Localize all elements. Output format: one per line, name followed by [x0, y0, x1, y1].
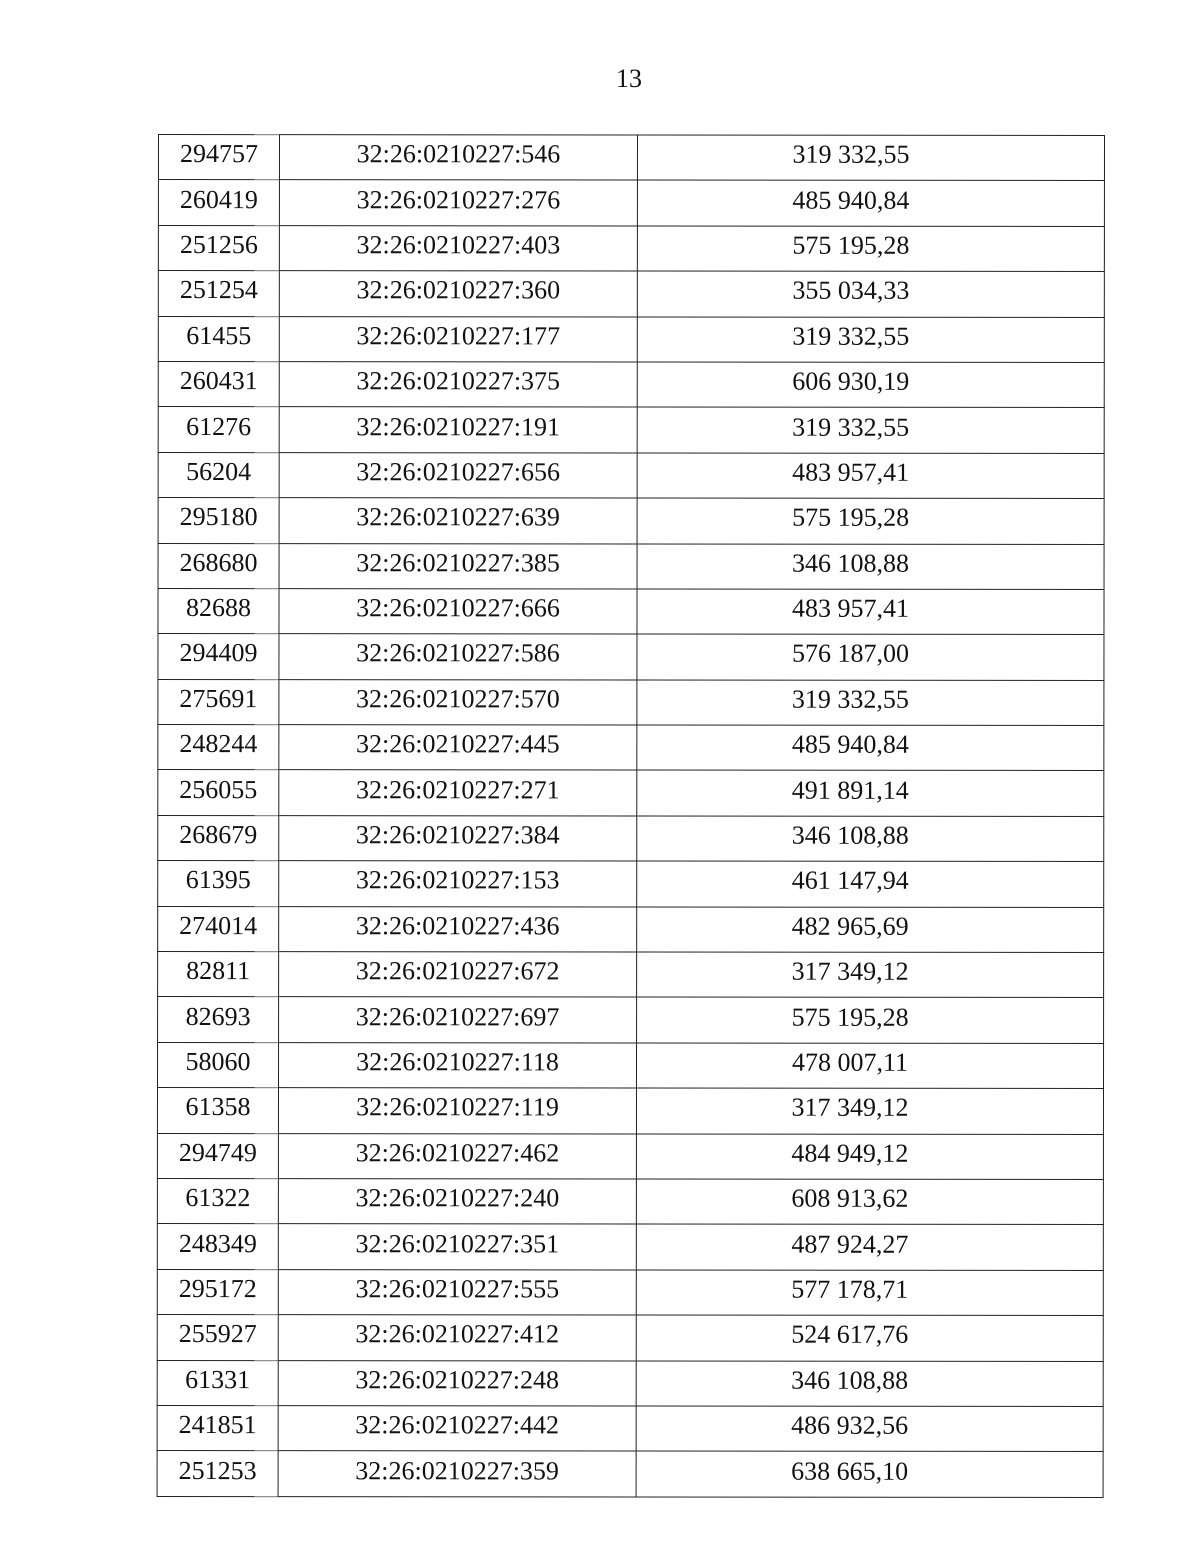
table-row	[158, 452, 1104, 498]
cadastral-value-cell: 491 891,14	[637, 770, 1104, 816]
object-id-cell: 256055	[158, 770, 279, 816]
cadastral-value-cell: 355 034,33	[637, 271, 1104, 317]
table-row	[158, 906, 1104, 952]
cadastral-number-cell: 32:26:0210227:177	[279, 316, 637, 362]
cadastral-number-cell: 32:26:0210227:271	[279, 770, 637, 816]
table-row	[157, 1088, 1103, 1134]
table-row	[157, 1405, 1103, 1451]
cadastral-number-cell: 32:26:0210227:442	[278, 1406, 636, 1452]
object-id-cell: 82811	[158, 952, 279, 998]
cadastral-number-cell: 32:26:0210227:412	[278, 1315, 636, 1361]
cadastral-value-cell: 483 957,41	[637, 589, 1104, 635]
table-row	[158, 861, 1104, 907]
object-id-cell: 82693	[158, 997, 279, 1043]
cadastral-number-cell: 32:26:0210227:384	[279, 815, 637, 861]
cadastral-number-cell: 32:26:0210227:570	[279, 679, 637, 725]
object-id-cell: 260431	[158, 361, 279, 407]
cadastral-number-cell: 32:26:0210227:656	[279, 452, 637, 498]
cadastral-value-cell: 638 665,10	[636, 1451, 1103, 1497]
object-id-cell: 61395	[158, 861, 279, 907]
cadastral-number-cell: 32:26:0210227:118	[279, 1042, 637, 1088]
cadastral-number-cell: 32:26:0210227:666	[279, 589, 637, 635]
table-row	[158, 679, 1104, 725]
table-row	[158, 588, 1104, 634]
table-row	[158, 952, 1104, 998]
cadastral-table	[157, 134, 1105, 1498]
cadastral-value-cell: 478 007,11	[637, 1043, 1104, 1089]
cadastral-value-cell: 483 957,41	[637, 453, 1104, 499]
cadastral-value-cell: 484 949,12	[636, 1134, 1103, 1180]
cadastral-number-cell: 32:26:0210227:586	[279, 634, 637, 680]
cadastral-value-cell: 317 349,12	[637, 952, 1104, 998]
cadastral-number-cell: 32:26:0210227:240	[278, 1179, 636, 1225]
cadastral-number-cell: 32:26:0210227:436	[279, 906, 637, 952]
object-id-cell: 274014	[158, 906, 279, 952]
table-row	[158, 634, 1104, 680]
cadastral-value-cell: 317 349,12	[636, 1088, 1103, 1134]
cadastral-value-cell: 319 332,55	[637, 680, 1104, 726]
table-row	[158, 1042, 1104, 1088]
table-row	[158, 770, 1104, 816]
cadastral-number-cell: 32:26:0210227:191	[279, 407, 637, 453]
cadastral-number-cell: 32:26:0210227:462	[278, 1133, 636, 1179]
cadastral-number-cell: 32:26:0210227:639	[279, 498, 637, 544]
table-row	[158, 725, 1104, 771]
object-id-cell: 61358	[157, 1088, 278, 1134]
object-id-cell: 61455	[158, 316, 279, 362]
cadastral-number-cell: 32:26:0210227:153	[279, 861, 637, 907]
cadastral-value-cell: 524 617,76	[636, 1315, 1103, 1361]
object-id-cell: 251254	[158, 271, 279, 317]
cadastral-value-cell: 485 940,84	[637, 180, 1104, 226]
object-id-cell: 58060	[158, 1042, 279, 1088]
object-id-cell: 260419	[158, 180, 279, 226]
cadastral-number-cell: 32:26:0210227:555	[278, 1269, 636, 1315]
table-row	[158, 135, 1104, 181]
cadastral-value-cell: 485 940,84	[637, 725, 1104, 771]
object-id-cell: 294749	[157, 1133, 278, 1179]
object-id-cell: 268680	[158, 543, 279, 589]
cadastral-value-cell: 575 195,28	[637, 498, 1104, 544]
cadastral-value-cell: 577 178,71	[636, 1270, 1103, 1316]
cadastral-value-cell: 575 195,28	[637, 226, 1104, 272]
object-id-cell: 61276	[158, 407, 279, 453]
cadastral-number-cell: 32:26:0210227:697	[279, 997, 637, 1043]
table-row	[157, 1360, 1103, 1406]
cadastral-value-cell: 461 147,94	[637, 861, 1104, 907]
object-id-cell: 295172	[157, 1269, 278, 1315]
cadastral-value-cell: 575 195,28	[637, 997, 1104, 1043]
table-row	[158, 498, 1104, 544]
object-id-cell: 241851	[157, 1405, 278, 1451]
cadastral-value-cell: 576 187,00	[637, 634, 1104, 680]
cadastral-number-cell: 32:26:0210227:546	[279, 135, 637, 181]
object-id-cell: 61331	[157, 1360, 278, 1406]
cadastral-value-cell: 319 332,55	[637, 135, 1104, 181]
object-id-cell: 268679	[158, 815, 279, 861]
cadastral-number-cell: 32:26:0210227:672	[279, 952, 637, 998]
page-number: 13	[616, 64, 642, 93]
object-id-cell: 255927	[157, 1315, 278, 1361]
object-id-cell: 56204	[158, 452, 279, 498]
table-row	[157, 1315, 1103, 1361]
cadastral-number-cell: 32:26:0210227:248	[278, 1360, 636, 1406]
table-row	[157, 1178, 1103, 1224]
object-id-cell: 275691	[158, 679, 279, 725]
table-row	[157, 1133, 1103, 1179]
object-id-cell: 294757	[158, 135, 279, 181]
cadastral-number-cell: 32:26:0210227:445	[279, 725, 637, 771]
table-row	[157, 1224, 1103, 1270]
cadastral-value-cell: 487 924,27	[636, 1224, 1103, 1270]
cadastral-value-cell: 319 332,55	[637, 317, 1104, 363]
table-row	[158, 225, 1104, 271]
cadastral-value-cell: 606 930,19	[637, 362, 1104, 408]
table-row	[158, 361, 1104, 407]
cadastral-number-cell: 32:26:0210227:351	[278, 1224, 636, 1270]
cadastral-value-cell: 608 913,62	[636, 1179, 1103, 1225]
object-id-cell: 248349	[157, 1224, 278, 1270]
cadastral-number-cell: 32:26:0210227:385	[279, 543, 637, 589]
object-id-cell: 82688	[158, 588, 279, 634]
cadastral-number-cell: 32:26:0210227:276	[279, 180, 637, 226]
cadastral-value-cell: 346 108,88	[637, 544, 1104, 590]
table-row	[158, 407, 1104, 453]
table-body	[157, 135, 1104, 1498]
object-id-cell: 294409	[158, 634, 279, 680]
cadastral-number-cell: 32:26:0210227:375	[279, 362, 637, 408]
table-row	[158, 271, 1104, 317]
object-id-cell: 61322	[157, 1178, 278, 1224]
table-row	[157, 1269, 1103, 1315]
cadastral-value-cell: 346 108,88	[636, 1361, 1103, 1407]
cadastral-value-cell: 482 965,69	[637, 907, 1104, 953]
object-id-cell: 251253	[157, 1451, 278, 1497]
cadastral-value-cell: 346 108,88	[637, 816, 1104, 862]
cadastral-number-cell: 32:26:0210227:360	[279, 271, 637, 317]
object-id-cell: 251256	[158, 225, 279, 271]
cadastral-number-cell: 32:26:0210227:119	[278, 1088, 636, 1134]
object-id-cell: 295180	[158, 498, 279, 544]
table-row	[158, 180, 1104, 226]
object-id-cell: 248244	[158, 725, 279, 771]
cadastral-value-cell: 319 332,55	[637, 407, 1104, 453]
cadastral-number-cell: 32:26:0210227:403	[279, 225, 637, 271]
table-row	[158, 316, 1104, 362]
table-row	[158, 997, 1104, 1043]
table-row	[158, 815, 1104, 861]
cadastral-value-cell: 486 932,56	[636, 1406, 1103, 1452]
table-row	[157, 1451, 1103, 1497]
cadastral-number-cell: 32:26:0210227:359	[278, 1451, 636, 1497]
table-row	[158, 543, 1104, 589]
